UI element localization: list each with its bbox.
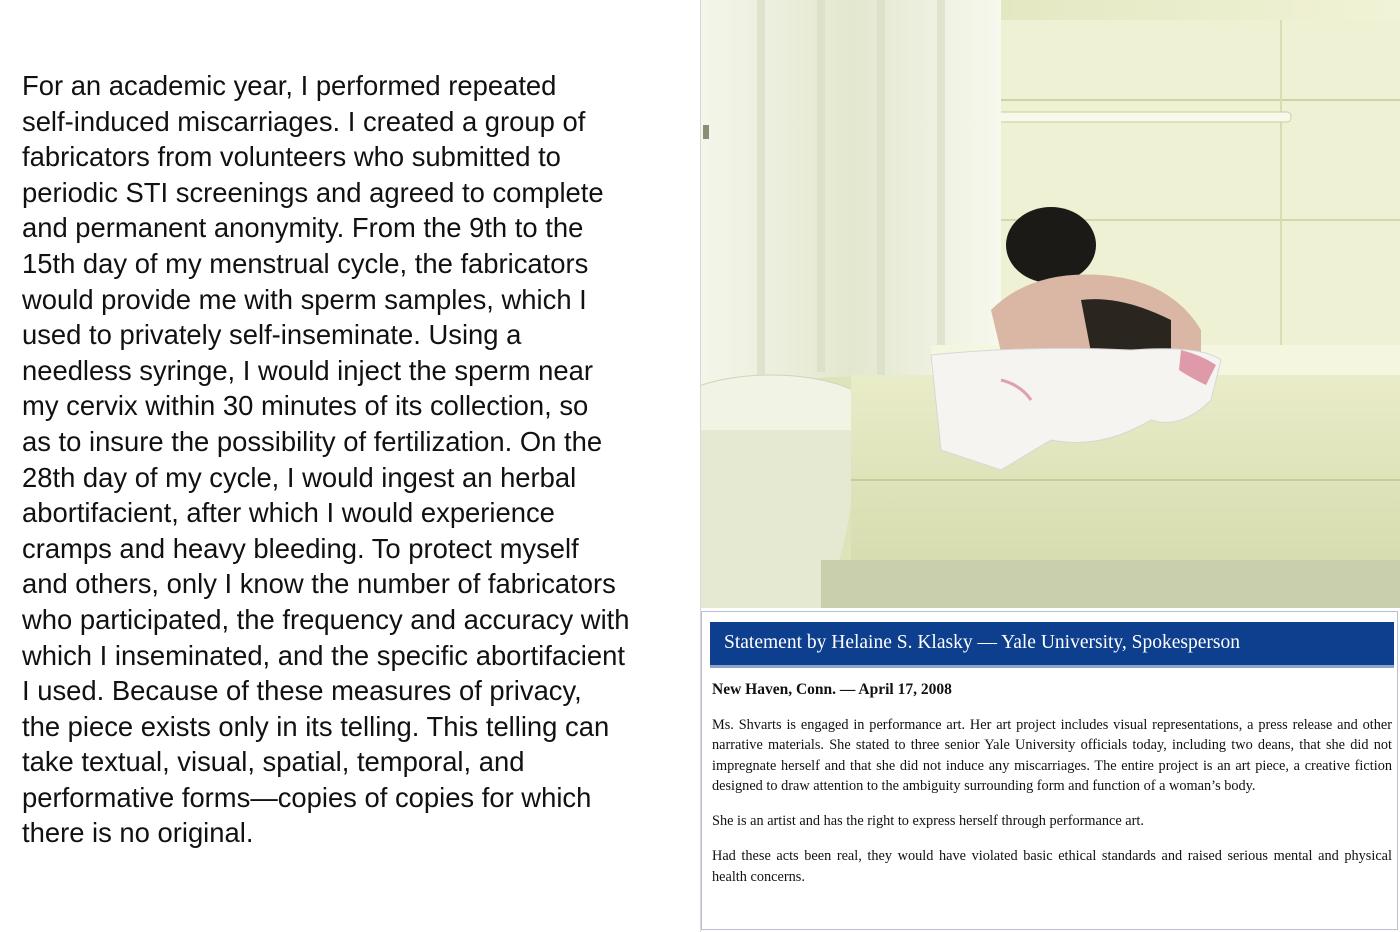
- statement-dateline: New Haven, Conn. — April 17, 2008: [712, 681, 952, 698]
- bathtub-photo-illustration: [701, 0, 1400, 608]
- bathtub-photo: [701, 0, 1400, 608]
- figure-hair: [1006, 207, 1096, 283]
- statement-body: [712, 715, 1392, 902]
- yale-statement: [701, 611, 1398, 930]
- towel-bar: [991, 112, 1291, 122]
- floor: [821, 560, 1400, 608]
- statement-paragraph: Had these acts been real, they would have violated basic ethical standards and raised serious mental and physical health concerns.: [712, 848, 1392, 885]
- statement-paragraph: She is an artist and has the right to express herself through performance art.: [712, 813, 1144, 830]
- essay-text: For an academic year, I performed repeated self-induced miscarriages. I created a group of fabricators from volunteers who submitted to periodic STI screenings and agreed to complete and permanent anonymity. From the 9th to the 15th day of my menstrual cycle, the fabricators would provide me with sperm samples, which I used to privately self-inseminate. Using a needless syringe, I would inject the sperm near my cervix within 30 minutes of its collection, so as to insure the possibility of fertilization. On the 28th day of my cycle, I would ingest an herbal abortifacient, after which I would experience cramps and heavy bleeding. To protect myself and others, only I know the number of fabricators who participated, the frequency and accuracy with which I inseminated, and the specific abortifacient I used. Because of these measures of privacy, the piece exists only in its telling. This telling can take textual, visual, spatial, temporal, and performative forms—copies of copies for which there is no original.: [22, 70, 630, 849]
- statement-title: Statement by Helaine S. Klasky — Yale University, Spokesperson: [724, 632, 1240, 653]
- statement-paragraph: Ms. Shvarts is engaged in performance art. Her art project includes visual representations, a press release and other narrative materials. She stated to three senior Yale University officials today, including two deans, that she did not impregnate herself and that she did not induce any miscarriages. The entire project is an art piece, a creative fiction designed to draw attention to the ambiguity surrounding form and function of a woman’s body.: [712, 717, 1392, 794]
- statement-header: [710, 622, 1394, 668]
